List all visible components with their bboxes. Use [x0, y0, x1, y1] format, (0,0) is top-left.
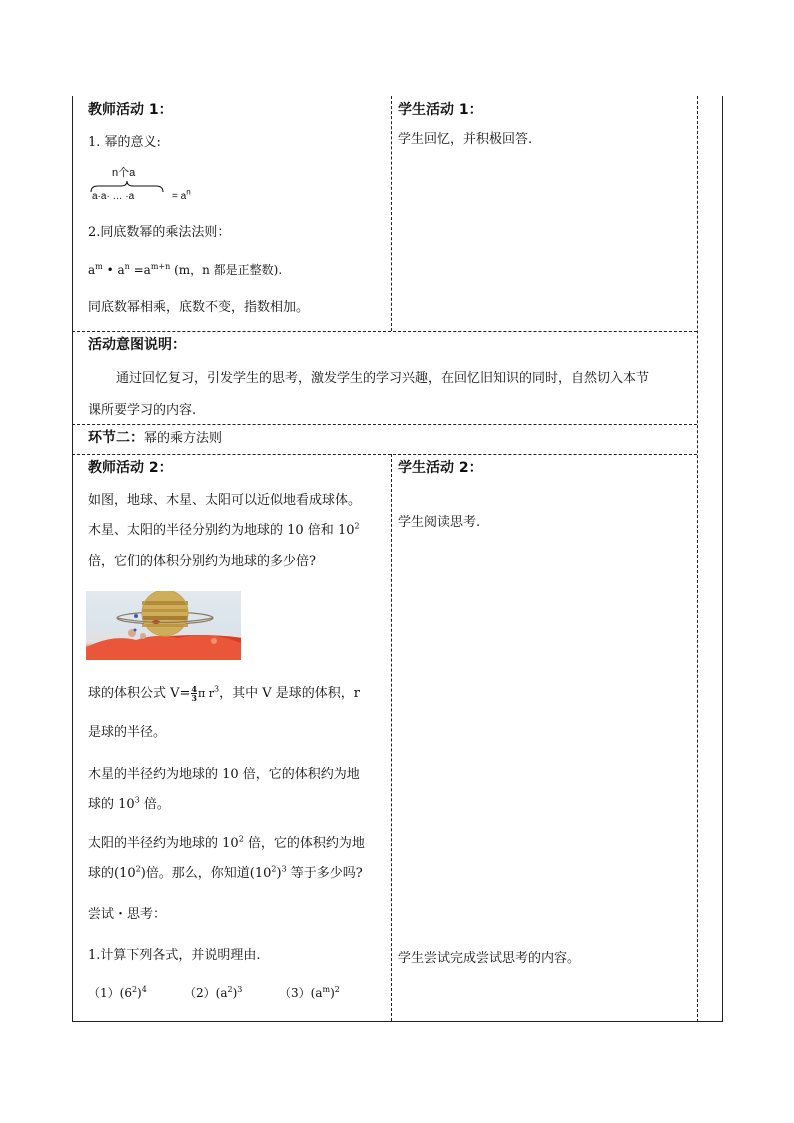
step-2-title: 环节二：	[88, 430, 144, 446]
jupiter-volume-line-2: 球的 $10^3$ 倍。	[88, 795, 170, 812]
student-activity-2-text-1: 学生阅读思考.	[398, 515, 481, 530]
teacher-activity-2-title: 教师活动 2：	[88, 460, 173, 476]
question-1: 1.计算下列各式，并说明理由.	[88, 948, 261, 963]
item-2-multiplication-rule: 2.同底数幂的乘法法则：	[88, 225, 231, 240]
four-thirds-fraction: $\frac{4}{3}$	[191, 684, 197, 703]
row-divider-2	[72, 424, 697, 425]
step-2-subtitle: 幂的乘方法则	[144, 431, 223, 446]
planets-image	[86, 591, 241, 660]
teacher-activity-1-title: 教师活动 1：	[88, 102, 173, 118]
activity-intent-line-1: 通过回忆复习，引发学生的思考，激发学生的学习兴趣，在回忆旧知识的同时，自然切入本节	[116, 371, 650, 386]
multiplication-rule-formula: $a^m$ • $a^n =a^{m+n}$ (m，n 都是正整数).	[88, 262, 283, 277]
teacher-activity-2-para-2b: 倍，它们的体积分别约为地球的多少倍?	[88, 554, 316, 569]
student-activity-2-title: 学生活动 2：	[398, 460, 483, 476]
planets-illustration	[86, 591, 241, 660]
activity-intent-title: 活动意图说明：	[88, 337, 186, 353]
student-activity-1-title: 学生活动 1：	[398, 102, 483, 118]
item-1-meaning-of-power: 1. 幂的意义:	[88, 135, 161, 150]
exercise-2: $(2)(a^2)^3$	[184, 985, 243, 1000]
exercise-1: $(1)(6^2)^4$	[88, 985, 147, 1000]
activity-intent-line-2: 课所要学习的内容.	[88, 403, 197, 418]
sun-volume-line-1: 太阳的半径约为地球的 $10^2$ 倍，它的体积约为地	[88, 834, 365, 851]
sphere-volume-formula-cont: 是球的半径。	[88, 725, 167, 740]
teacher-activity-2-para-2a: 木星、太阳的半径分别约为地球的 10 倍和 $10^2$	[88, 521, 360, 538]
row-divider-3	[72, 454, 697, 455]
brace-label: n个a	[112, 167, 136, 179]
multiplication-rule-text: 同底数幂相乘，底数不变，指数相加。	[88, 300, 310, 315]
jupiter-volume-line-1: 木星的半径约为地球的 10 倍，它的体积约为地	[88, 767, 360, 782]
sun-volume-line-2: 球的$(10^2)$倍。那么，你知道$(10^2)^3$ 等于多少吗?	[88, 864, 363, 881]
sphere-volume-formula: 球的体积公式 V= $\frac{4}{3}$ π $r^3$，其中 V 是球的体积，r	[88, 684, 360, 703]
teacher-activity-2-para-1: 如图，地球、木星、太阳可以近似地看成球体。	[88, 493, 362, 508]
table-bottom-border	[72, 1021, 722, 1022]
table-right-border	[722, 96, 723, 1022]
exercise-3: $(3)(a^m)^2$	[279, 985, 340, 1000]
student-activity-1-text: 学生回忆，并积极回答.	[398, 132, 533, 147]
row-divider-1	[72, 331, 697, 332]
section1-column-divider	[391, 96, 392, 331]
table-inner-right-line	[697, 96, 698, 1022]
step-2-heading	[88, 429, 222, 448]
try-think-title: 尝试・思考：	[88, 907, 167, 922]
brace-result: = $a^n$	[172, 187, 191, 202]
power-brace-diagram	[88, 164, 238, 206]
section2-column-divider	[391, 454, 392, 1021]
student-activity-2-text-2: 学生尝试完成尝试思考的内容。	[398, 951, 581, 966]
table-left-border	[72, 96, 73, 1022]
brace-product: a·a· … ·a	[92, 191, 135, 202]
